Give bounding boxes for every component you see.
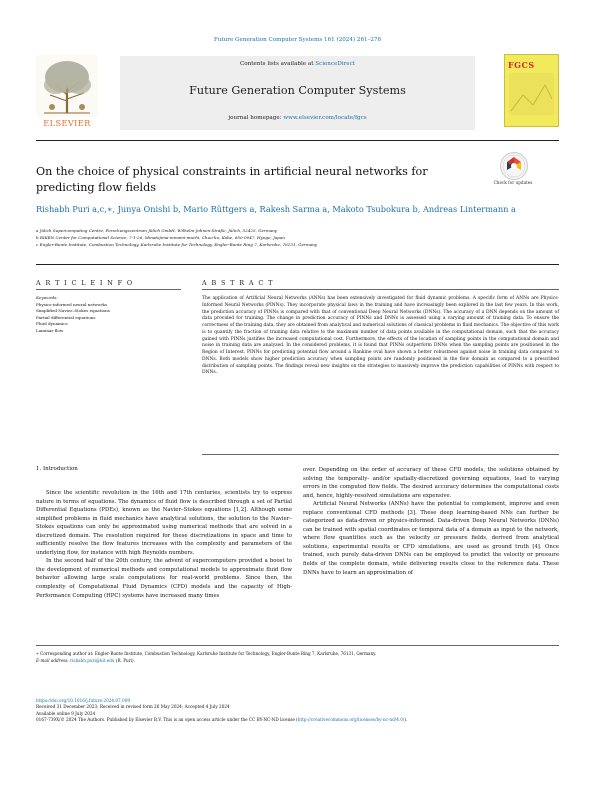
affiliation-rule [36, 264, 559, 265]
affiliation-a: a Jülich Supercomputing Centre, Forschungszentrum Jülich GmbH, Wilhelm-Johnen-Straße, Jülich, 52425, Germany [36, 228, 278, 233]
footnote-rule [36, 645, 559, 646]
cover-title: FGCS [508, 60, 535, 70]
article-info-rule [36, 289, 181, 290]
journal-citation[interactable]: Future Generation Computer Systems 161 (2024) 261–276 [213, 37, 382, 43]
introduction-heading: 1. Introduction [36, 466, 78, 472]
body-right-column [303, 466, 559, 577]
keyword-item: Simplified Navier–Stokes equations [36, 308, 110, 313]
received-dates: Received 31 December 2023; Received in revised form 26 May 2024; Accepted 4 July 2024 [36, 704, 230, 710]
keyword-item: Partial differential equations [36, 314, 96, 320]
footnote [36, 651, 559, 664]
check-for-updates-label[interactable]: Check for updates [493, 180, 533, 185]
abstract-text: The application of Artificial Neural Networks (ANNs) has been extensively investigated for fluid dynamic problems. A specific form of ANNs are Physics-Informed Neural Networks (PINNs). They incorporate physical laws in the training and have increasingly been explored in the last few years. In this work, the prediction accuracy of PINNs is compared with that of conventional Deep Neural Networks (DNNs). The accuracy of a DNN depends on the amount of data provided for training. The change in prediction accuracy of PINNs and DNNs is assessed using a varying amount of training data. To ensure the correctness of the training data, they are obtained from analytical and numerical solutions of classical problems in fluid mechanics. The objective of this work is to quantify the fraction of training data relative to the maximum number of data points available in the computational domain, such that the accuracy gained with PINNs justifies the increased computational cost. Furthermore, the effects of the location of sampling points in the computational domain and noise in training data are analyzed. In the considered problems, it is found that PINNs outperform DNNs when the sampling points are positioned in the Region of Interest. PINNs for predicting potential flow around a Rankine oval have shown a better robustness against noise in training data compared to DNNs. Both models show higher prediction accuracy when sampling points are randomly positioned in the flow domain as compared to a prescribed distribution of sampling points. The findings reveal new insights on the strategies to massively improve the prediction capabilities of PINNs with respect to DNNs. [202, 296, 559, 376]
abstract-rule [202, 289, 559, 290]
license-suffix: ). [404, 717, 408, 723]
license-prefix: 0167-739X/© 2024 The Authors. Published by Elsevier B.V. This is an open access article under the CC BY-NC-ND license ( [36, 717, 298, 723]
journal-title: Future Generation Computer Systems [189, 84, 406, 97]
body-left-column [36, 489, 292, 600]
homepage-prefix: journal homepage: [228, 115, 284, 121]
author-list[interactable]: Rishabh Puri a,c,∗, Junya Onishi b, Mario Rüttgers a, Rakesh Sarma a, Makoto Tsubokura b, Andreas Lintermann a [36, 204, 516, 214]
body-paragraph: Artificial Neural Networks (ANNs) have the potential to complement, improve and even replace conventional CFD methods [3]. These deep learning-based NNs can further be categorized as data-driven or physics-informed. Data-driven Deep Neural Networks (DNNs) can be trained with spatial coordinates or temporal data of a domain as input to the network, where flow quantities such as the velocity or pressure fields, derived from analytical solutions, experimental results or CFD simulations, are used as ground truth [4]. Once trained, such purely data-driven DNNs can be employed to predict the velocity or pressure fields of the complete domain, while delivering results close to the reference data. These DNNs have to learn an approximation of [303, 501, 559, 576]
body-paragraph: over. Depending on the order of accuracy of these CFD models, the solutions obtained by solving the temporally- and/or spatially-discretized governing equations, lead to varying errors in the computed flow fields. The desired accuracy determines the computational costs and, hence, highly-resolved simulations are expensive. [303, 467, 559, 499]
email-label: E-mail address: [36, 657, 69, 663]
check-for-updates-icon[interactable] [500, 152, 528, 180]
body-paragraph: Since the scientific revolution in the 16th and 17th centuries, scientists try to express nature in terms of equations. The dynamics of fluid flow is described through a set of Partial Differential Equations (PDEs), known as the Navier–Stokes equations [1,2]. Although some simplified problems in fluid mechanics have analytical solutions, the solution to the Navier–Stokes equations can only be approximated using numerical methods that are solved in a discretized domain. The resolution required for these discretizations in space and time to sufficiently resolve the flow features increases with the complexity and parameters of the underlying flow, for instance with high Reynolds numbers. [36, 490, 292, 556]
keywords-title: Keywords: [36, 295, 58, 300]
corresponding-author-note: ∗ Corresponding author at: Engler-Bunte Institute, Combustion Technology, Karlsruhe Institute for Technology, Engler-Bunte Ring 7, Karlsruhe, 76131, Germany. [36, 651, 377, 656]
abstract-heading: A B S T R A C T [202, 279, 274, 287]
email-suffix: (R. Puri). [115, 657, 135, 663]
body-paragraph: In the second half of the 20th century, the advent of supercomputers provided a boost to the development of numerical methods and computational models to approximate fluid flow behavior allowing large scale computations for real-world problems. Since then, the complexity of Computational Fluid Dynamics (CFD) models and the capacity of High-Performance Computing (HPC) systems have increased many times [36, 558, 292, 599]
keyword-item: Fluid dynamics [36, 321, 68, 326]
keyword-item: Physics-informed neural networks [36, 301, 107, 307]
article-info-heading: A R T I C L E I N F O [36, 279, 134, 287]
email-line [36, 658, 559, 665]
license-line [36, 717, 559, 723]
affiliation-b: b RIKEN Center for Computational Science, 7-1-26, Minatojima-minami-machi, Chuo-ku, Kobe, 650-0047, Hyogo, Japan [36, 235, 285, 240]
contents-line [120, 61, 475, 67]
sciencedirect-link[interactable]: ScienceDirect [315, 61, 355, 67]
homepage-link[interactable]: www.elsevier.com/locate/fgcs [283, 115, 367, 121]
header-rule [36, 140, 559, 141]
contents-prefix: Contents lists available at [240, 61, 316, 67]
journal-homepage [120, 115, 475, 121]
license-link[interactable]: http://creativecommons.org/licenses/by-nc-nd/4.0/ [297, 717, 405, 723]
keyword-item: Laminar flow [36, 327, 64, 333]
publication-info [36, 698, 559, 724]
abstract-end-rule [202, 454, 559, 455]
email-link[interactable]: rishabh.puri@kit.edu [70, 657, 115, 663]
keywords-block [36, 295, 181, 334]
publisher-logo-text: ELSEVIER [43, 118, 91, 128]
doi-link[interactable]: https://doi.org/10.1016/j.future.2024.07.009 [36, 698, 131, 703]
available-online: Available online 9 July 2024 [36, 710, 96, 716]
affiliation-c: c Engler-Bunte Institute, Combustion Technology, Karlsruhe Institute for Technology, Engler-Bunte Ring 7, Karlsruhe, 76131, Germany [36, 242, 318, 247]
paper-title: On the choice of physical constraints in artificial neural networks for predicting flow fields [36, 165, 428, 194]
